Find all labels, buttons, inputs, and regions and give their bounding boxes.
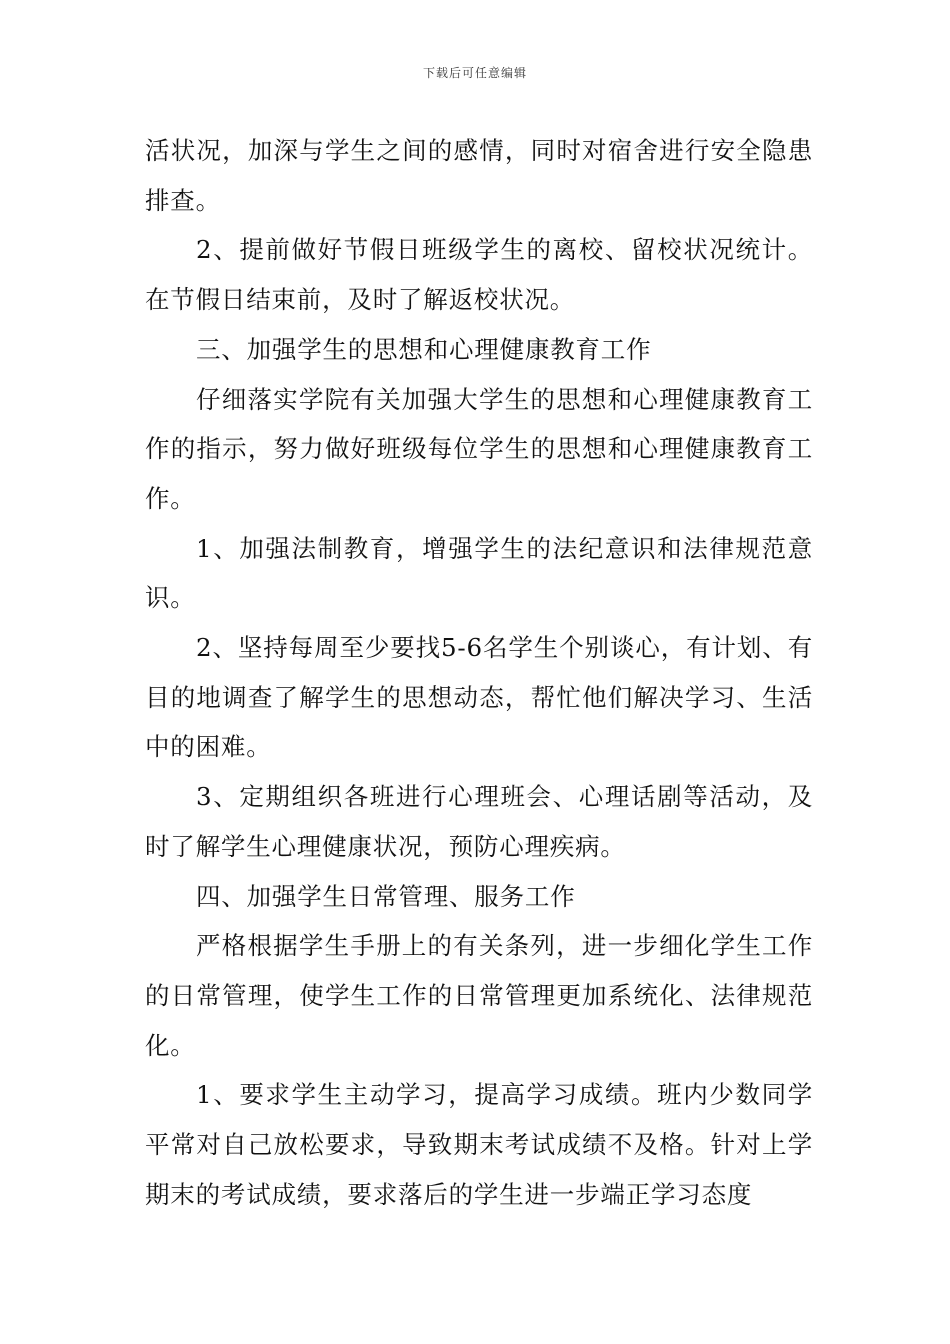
paragraph: 3、定期组织各班进行心理班会、心理话剧等活动，及时了解学生心理健康状况，预防心理疾病。 <box>145 782 813 861</box>
paragraph: 2、提前做好节假日班级学生的离校、留校状况统计。在节假日结束前，及时了解返校状况。 <box>145 235 813 315</box>
paragraph: 严格根据学生手册上的有关条列，进一步细化学生工作的日常管理，使学生工作的日常管理更加系统化、法律规范化。 <box>145 931 813 1060</box>
paragraph: 仔细落实学院有关加强大学生的思想和心理健康教育工作的指示，努力做好班级每位学生的思想和心理健康教育工作。 <box>145 384 813 513</box>
document-body <box>145 126 813 1219</box>
paragraph: 1、要求学生主动学习，提高学习成绩。班内少数同学平常对自己放松要求，导致期末考试成绩不及格。针对上学期末的考试成绩，要求落后的学生进一步端正学习态度 <box>145 1080 813 1209</box>
paragraph: 1、加强法制教育，增强学生的法纪意识和法律规范意识。 <box>145 533 813 613</box>
section-heading: 三、加强学生的思想和心理健康教育工作 <box>196 334 652 364</box>
paragraph: 2、坚持每周至少要找5-6名学生个别谈心，有计划、有目的地调查了解学生的思想动态，帮忙他们解决学习、生活中的困难。 <box>145 633 813 762</box>
section-heading: 四、加强学生日常管理、服务工作 <box>196 881 576 911</box>
paragraph: 活状况，加深与学生之间的感情，同时对宿舍进行安全隐患排查。 <box>145 136 813 215</box>
page-header: 下载后可任意编辑 <box>422 66 527 80</box>
